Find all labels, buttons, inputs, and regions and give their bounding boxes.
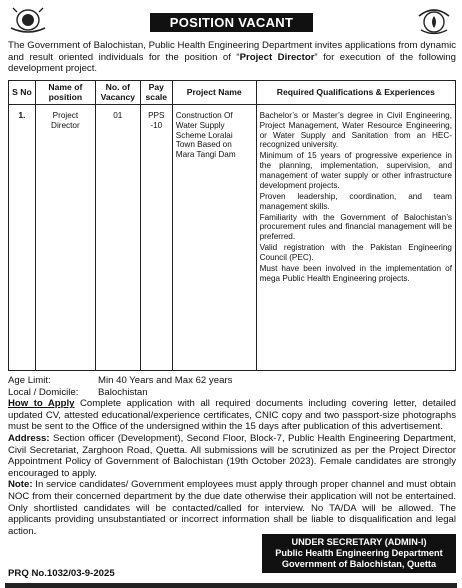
header-sno: S No <box>9 81 36 105</box>
details-section <box>8 375 456 537</box>
page-title: POSITION VACANT <box>150 13 313 32</box>
note-paragraph <box>8 479 456 537</box>
domicile-row <box>8 387 456 399</box>
cell-sno: 1. <box>9 105 36 371</box>
signature-government: Government of Balochistan, Quetta <box>281 559 437 569</box>
qualification-item: Proven leadership, coordination, and team management skills. <box>259 191 452 211</box>
how-to-apply-paragraph <box>8 398 456 433</box>
prq-number: PRQ No.1032/03-9-2025 <box>8 568 115 579</box>
intro-text-end: ” for execution of the following development project. <box>8 51 456 74</box>
how-to-apply-text: Complete application with all required documents including covering letter, detailed updated CV, attested educational/experience certificates, CNIC copy and two passport-size photographs must be sent to the Office of the undersigned within the 15 days after publication of this advertisement. <box>8 398 456 433</box>
age-limit-label: Age Limit: <box>8 375 51 386</box>
cell-position: Project Director <box>35 105 95 371</box>
cell-qualifications <box>256 105 455 371</box>
cell-vacancy: 01 <box>95 105 140 371</box>
domicile-label: Local / Domicile: <box>8 386 79 398</box>
advertisement <box>5 4 457 584</box>
address-text: Section officer (Development), Second Floor, Block-7, Public Health Engineering Department, Civil Secretariat, Zarghoon Road, Quetta. All submissions will be scrutinized as per the Project Director Appointment Policy of Government of Balochistan (19th October 2023). Female candidates are strongly encouraged to apply. <box>8 432 456 479</box>
cell-project-name: Construction Of Water Supply Scheme Loralai Town Based on Mara Tangi Dam <box>172 105 256 371</box>
table-header-row <box>9 81 456 105</box>
footer-band <box>5 583 457 588</box>
cell-pay-scale: PPS -10 <box>140 105 172 371</box>
qualification-item: Minimum of 15 years of progressive experience in the planning, implementation, supervision, and management of water supply or other infrastructure development projects. <box>259 151 452 190</box>
signature-department: Public Health Engineering Department <box>275 548 443 558</box>
intro-paragraph <box>8 40 456 75</box>
table-row <box>9 105 456 371</box>
qualification-item: Valid registration with the Pakistan Engineering Council (PEC). <box>259 243 452 262</box>
government-emblem-icon <box>7 6 49 36</box>
age-limit-row <box>8 375 456 387</box>
note-label: Note: <box>8 479 33 491</box>
domicile-value: Balochistan <box>98 386 148 398</box>
signature-block <box>262 534 456 573</box>
header-qualifications: Required Qualifications & Experiences <box>256 81 455 105</box>
department-logo-icon <box>413 6 455 36</box>
address-paragraph <box>8 433 456 479</box>
qualification-item: Must have been involved in the implementation of mega Public Health Engineering projects. <box>259 263 452 283</box>
qualification-item: Familiarity with the Government of Balochistan’s procurement rules and financial management will be preferred. <box>259 212 452 242</box>
age-limit-value: Min 40 Years and Max 62 years <box>98 375 233 386</box>
position-emphasis: Project Director <box>239 51 315 63</box>
intro-text: The Government of Balochistan, Public Health Engineering Department invites applications from dynamic and result oriented individuals for the position of “ <box>8 40 456 63</box>
vacancy-table <box>8 80 456 371</box>
note-text: In service candidates/ Government employees must apply through proper channel and must obtain NOC from their concerned department by the due date otherwise their application will not be entertained. Only shortlisted candidates will be contacted/called for interview. No TA/DA will be allowed. The applicants providing unsubstantiated or incorrect information shall be liable to disqualification and legal action. <box>8 479 456 537</box>
how-to-apply-label: How to Apply <box>8 398 75 410</box>
address-label: Address: <box>8 432 50 444</box>
header-vacancy: No. of Vacancy <box>95 81 140 105</box>
signature-title: UNDER SECRETARY (ADMIN-I) <box>291 537 427 547</box>
qualification-item: Bachelor’s or Master’s degree in Civil Engineering, Project Management, Water Resource Engineering, or Water Supply and Sanitation from an HEC-recognized university. <box>259 111 452 150</box>
header-position: Name of position <box>35 81 95 105</box>
header-project-name: Project Name <box>172 81 256 105</box>
header-pay-scale: Pay scale <box>140 81 172 105</box>
